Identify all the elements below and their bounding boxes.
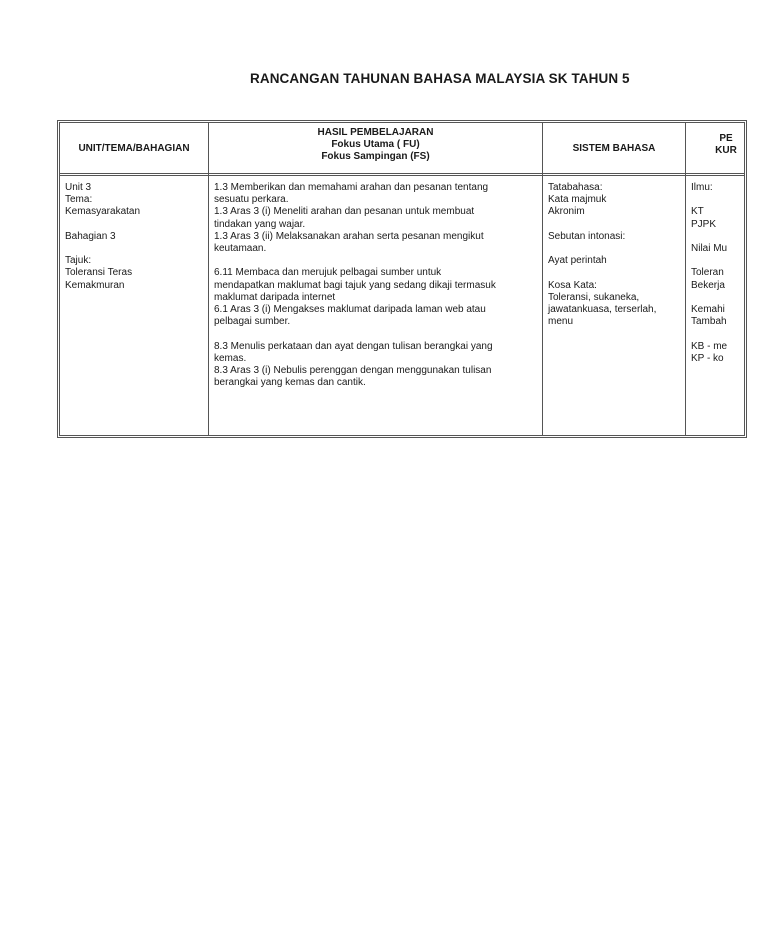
hasil-line: keutamaan. — [214, 243, 267, 255]
hasil-line: 1.3 Aras 3 (ii) Melaksanakan arahan serta pesanan mengikut — [214, 230, 484, 242]
sistem-line: Toleransi, sukaneka, — [548, 291, 640, 303]
header-unit: UNIT/TEMA/BAHAGIAN — [78, 143, 190, 154]
sistem-line: Sebutan intonasi: — [548, 230, 626, 242]
header-hasil-line2: Fokus Utama ( FU) — [331, 139, 420, 150]
page-title: RANCANGAN TAHUNAN BAHASA MALAYSIA SK TAHUN 5 — [250, 71, 630, 86]
pe-line: KT — [691, 206, 704, 218]
sistem-line: Kosa Kata: — [548, 279, 597, 291]
hasil-line: mendapatkan maklumat bagi tajuk yang sedang dikaji termasuk — [214, 279, 496, 291]
header-pe-line2: KUR — [715, 145, 737, 156]
hasil-line: 1.3 Aras 3 (i) Meneliti arahan dan pesanan untuk membuat — [214, 206, 475, 218]
pe-line: KB - me — [691, 340, 728, 352]
hasil-line: 6.1 Aras 3 (i) Mengakses maklumat daripada laman web atau — [214, 304, 486, 316]
unit-cell — [65, 182, 140, 292]
header-sistem: SISTEM BAHASA — [572, 143, 656, 154]
header-pe-line1: PE — [719, 133, 733, 144]
hasil-line: kemas. — [214, 352, 247, 364]
hasil-line: berangkai yang kemas dan cantik. — [214, 377, 366, 389]
unit-line: Kemasyarakatan — [65, 206, 141, 218]
sistem-line: menu — [548, 316, 574, 328]
column-divider — [542, 123, 543, 435]
hasil-line: 8.3 Menulis perkataan dan ayat dengan tulisan berangkai yang — [214, 340, 493, 352]
column-divider — [208, 123, 209, 435]
hasil-line: sesuatu perkara. — [214, 194, 289, 206]
unit-line: Kemakmuran — [65, 279, 125, 291]
pe-line: Tambah — [691, 316, 727, 328]
hasil-line: 8.3 Aras 3 (i) Nebulis perenggan dengan menggunakan tulisan — [214, 365, 492, 377]
header-pe — [686, 133, 766, 157]
pe-line: Bekerja — [691, 279, 725, 291]
pe-cell — [691, 182, 727, 365]
hasil-line: maklumat daripada internet — [214, 291, 336, 303]
column-divider — [685, 123, 686, 435]
pe-line: Ilmu: — [691, 182, 713, 193]
sistem-line: jawatankuasa, terserlah, — [548, 303, 657, 315]
header-hasil-line3: Fokus Sampingan (FS) — [321, 151, 430, 162]
hasil-line: 6.11 Membaca dan merujuk pelbagai sumber untuk — [214, 267, 442, 279]
plan-table — [57, 120, 747, 438]
hasil-line: 1.3 Memberikan dan memahami arahan dan pesanan tentang — [214, 182, 489, 193]
pe-line: PJPK — [691, 218, 717, 230]
sistem-cell — [548, 182, 656, 328]
header-hasil — [209, 127, 542, 163]
sistem-line: Tatabahasa: — [548, 182, 603, 193]
header-divider — [60, 173, 744, 176]
pe-line: Toleran — [691, 267, 724, 279]
sistem-line: Kata majmuk — [548, 194, 607, 206]
sistem-line: Akronim — [548, 206, 585, 218]
unit-line: Toleransi Teras — [65, 267, 133, 279]
hasil-line: tindakan yang wajar. — [214, 218, 306, 230]
pe-line: Nilai Mu — [691, 242, 728, 254]
unit-line: Tema: — [65, 194, 93, 206]
unit-line: Bahagian 3 — [65, 230, 116, 242]
unit-line: Tajuk: — [65, 255, 92, 267]
hasil-cell — [214, 182, 496, 389]
pe-line: Kemahi — [691, 303, 725, 315]
unit-line: Unit 3 — [65, 182, 92, 193]
header-hasil-line1: HASIL PEMBELAJARAN — [317, 127, 434, 138]
sistem-line: Ayat perintah — [548, 255, 607, 267]
hasil-line: pelbagai sumber. — [214, 316, 291, 328]
pe-line: KP - ko — [691, 352, 724, 364]
